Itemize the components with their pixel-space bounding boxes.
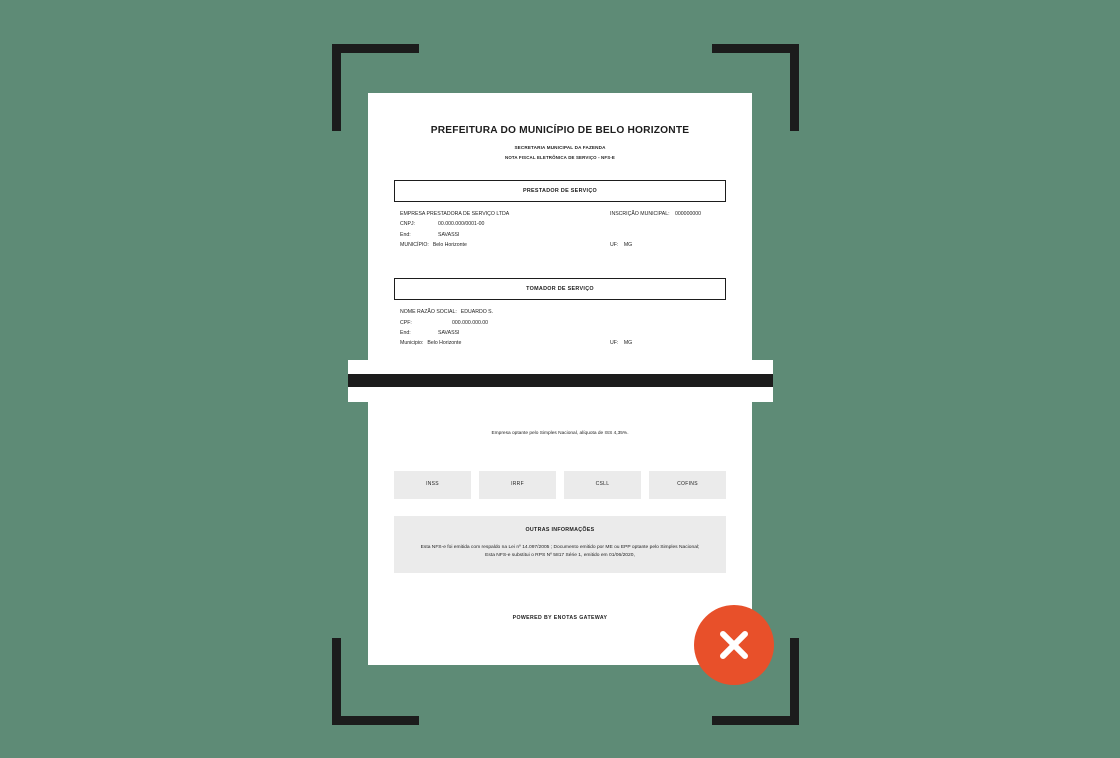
tomador-municipio-value: Belo Horizonte [427,340,462,347]
section-header-tomador: TOMADOR DE SERVIÇO [394,278,726,300]
close-icon [694,605,774,685]
outras-informacoes-text: Esta NFS-e foi emitida com respaldo na Lei nº 14.097/2005 ; Documento emitido por ME ou EPP optante pelo Simples Nacional; Esta NFS-e substitui o RPS Nº 5817 Série 1, emitido em 01/06/2020, [420,544,700,559]
page-title: PREFEITURA DO MUNICÍPIO DE BELO HORIZONTE [430,125,690,136]
prestador-row-cnpj [400,221,726,229]
tomador-uf-value: MG [623,340,633,347]
tomador-row-municipio [400,340,726,348]
scanner-corner-top-left [332,44,419,131]
prestador-row-municipio [400,242,726,250]
prestador-inscricao-value: 000000000 [675,210,701,217]
scan-line [348,360,773,402]
prestador-municipio-label: MUNICÍPIO: [400,241,429,248]
simples-nacional-note: Empresa optante pelo Simples Nacional, alíquota de ISS 4,35%. [491,431,629,437]
prestador-row-company [400,211,726,219]
tomador-cpf-value: 000.000.000.00 [452,319,489,326]
scanner-corner-top-right [712,44,799,131]
document-subtitle: SECRETARIA MUNICIPAL DA FAZENDA [514,145,606,151]
prestador-cnpj-label: CNPJ: [400,221,415,228]
tax-box-csll: CSLL [564,471,641,499]
prestador-cnpj-value: 00.000.000/0001-00 [438,221,485,228]
close-button[interactable] [694,605,774,685]
tomador-cpf-label: CPF: [400,319,412,326]
tomador-details [400,309,726,348]
prestador-end-value: SAVASSI [438,231,460,238]
tomador-municipio-label: Municipio: [400,340,424,347]
prestador-end-label: End: [400,231,411,238]
prestador-details [400,211,726,250]
prestador-uf-value: MG [623,241,633,248]
tax-box-cofins: COFINS [649,471,726,499]
tomador-nome-label: NOME RAZÃO SOCIAL: [400,309,457,316]
prestador-company-name: EMPRESA PRESTADORA DE SERVIÇO LTDA [400,210,510,217]
prestador-inscricao-label: INSCRIÇÃO MUNICIPAL: [610,210,670,217]
tomador-row-nome [400,309,726,317]
section-header-prestador: PRESTADOR DE SERVIÇO [394,180,726,202]
prestador-municipio-value: Belo Horizonte [432,241,467,248]
document-footer: POWERED BY ENOTAS GATEWAY [512,615,608,622]
tomador-end-value: SAVASSI [438,329,460,336]
tomador-uf-label: UF: [610,340,619,347]
tax-boxes [394,471,726,499]
prestador-row-end [400,232,726,240]
tomador-row-cpf [400,320,726,328]
scan-line-bar [348,374,773,387]
outras-informacoes-box [394,516,726,574]
outras-informacoes-title: OUTRAS INFORMAÇÕES [525,526,595,533]
tax-box-irrf: IRRF [479,471,556,499]
scanner-corner-bottom-left [332,638,419,725]
tomador-end-label: End: [400,329,411,336]
tomador-nome-value: EDUARDO S. [460,309,494,316]
tomador-row-end [400,330,726,338]
tax-box-inss: INSS [394,471,471,499]
prestador-uf-label: UF: [610,241,619,248]
document-subtitle-secondary: NOTA FISCAL ELETRÔNICA DE SERVIÇO - NFS-E [505,155,615,161]
